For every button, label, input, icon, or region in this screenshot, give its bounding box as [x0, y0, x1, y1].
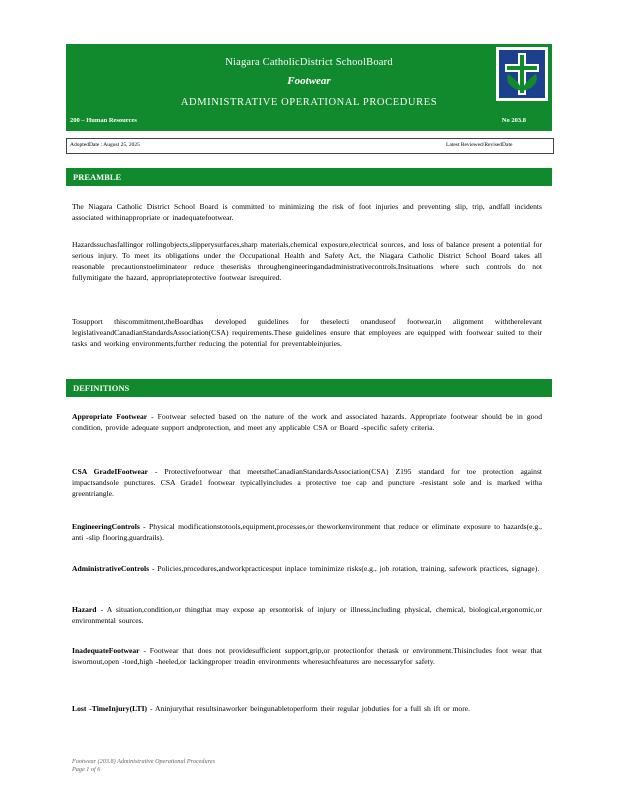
definition-text: - Footwear selected based on the nature of the work and associated hazards. Appropriate footwear should be in good condition, provide adequate support andprotection, and meet any applicable CSA or Board -specific safety criteria. — [72, 412, 542, 432]
definition-term: CSA GradeIFootwear — [72, 467, 149, 476]
definition-text: - Footwear that does not providesufficient support,grip,or protectionfor thetask or environment.Thisincludes foot wear that iswornout,open -toed,high -heeled,or lackingproper treadin environments wheresuchfeatures are necessaryfor safety. — [72, 646, 542, 666]
definition-text: - Policies,procedures,andworkpracticesput inplace tominimize risks(e.g., job rotation, training, safework practices, signage). — [151, 564, 540, 573]
definition-text: - Protectivefootwear that meetstheCanadianStandardsAssociation(CSA) Z195 standard for toe protection against impactsandsole punctures. CSA Grade1 footwear typicallyincludes a protective toe cap and puncture -resistant sole and is marked witha greentriangle. — [72, 467, 543, 498]
definitions-heading-label: DEFINITIONS — [73, 383, 130, 393]
definition-item — [72, 645, 542, 667]
definition-item — [72, 604, 542, 626]
definition-item — [72, 703, 542, 714]
definitions-heading — [66, 379, 552, 397]
adopted-date: AdoptedDate : August 25, 2025 — [70, 142, 140, 148]
definition-text: - Physical modificationstotools,equipment,processes,or theworkenvironment that reduce or eliminate exposure to hazards(e.g., anti -slip flooring,guardrails). — [72, 522, 543, 542]
document-title: Footwear — [287, 75, 331, 87]
preamble-paragraph: Hazardssuchasfallingor rollingobjects,slipperysurfaces,sharp materials,chemical exposure,electrical sources, and loss of balance present a potential for serious injury. To meet its obligations under the Occupational Health and Safety Act, the Niagara Catholic District School Board takes all reasonable precautionstoeliminateor reduce theserisks throughengineeringandadministrativecontrols.Insituations where such controls do not fullymitigate the hazard, appropriateprotective footwear isrequired. — [72, 240, 542, 282]
revised-date: Latest Reviewed/RevisedDate — [446, 142, 513, 148]
definition-term: EngineeringControls — [72, 522, 140, 531]
definition-item — [72, 411, 542, 433]
division-label: 200 – Human Resources — [70, 117, 137, 124]
definition-item — [72, 563, 542, 574]
preamble-heading-label: PREAMBLE — [73, 172, 122, 182]
definition-term: InadequateFootwear — [72, 646, 140, 655]
definition-term: Appropriate Footwear — [72, 412, 148, 421]
definition-text: - A situation,condition,or thingthat may expose ap ersontorisk of injury or illness,including physical, chemical, biological,ergonomic,or environmental sources. — [72, 605, 542, 625]
footer-page-number: Page 1 of 6 — [72, 766, 101, 773]
procedure-number: No 203.8 — [501, 117, 526, 124]
definition-text: - Aninjurythat resultsinaworker beingunabletoperform their regular jobduties for a full sh ift or more. — [149, 704, 471, 713]
document-header — [66, 44, 552, 131]
preamble-heading — [66, 168, 552, 186]
footer-document-line: Footwear (203.8) Administrative Operational Procedures — [72, 758, 215, 765]
definition-item — [72, 466, 542, 499]
preamble-paragraph: The Niagara Catholic District School Board is committed to minimizing the risk of foot injuries and preventing slip, trip, andfall incidents associated withinappropriate or inadequatefootwear. — [72, 202, 542, 222]
definition-item — [72, 521, 542, 543]
board-logo-icon — [496, 47, 548, 101]
definition-term: AdministrativeControls — [72, 564, 150, 573]
definition-term: Hazard — [72, 605, 97, 614]
document-subtitle: ADMINISTRATIVE OPERATIONAL PROCEDURES — [180, 97, 438, 108]
preamble-paragraph: Tosupport thiscommitment,theBoardhas developed guidelines for theselecti onanduseof footwear,in alignment withtherelevant legislativeandCanadianStandardsAssociation(CSA) requirements.These guidelines ensure that employees are equipped with footwear suited to their tasks and working environments,further reducing the potential for preventableinjuries. — [72, 317, 542, 348]
date-bar — [66, 138, 554, 154]
page-footer — [72, 758, 215, 774]
organization-name: Niagara CatholicDistrict SchoolBoard — [225, 57, 393, 68]
definition-term: Lost -TimeInjury(LTI) — [72, 704, 148, 713]
